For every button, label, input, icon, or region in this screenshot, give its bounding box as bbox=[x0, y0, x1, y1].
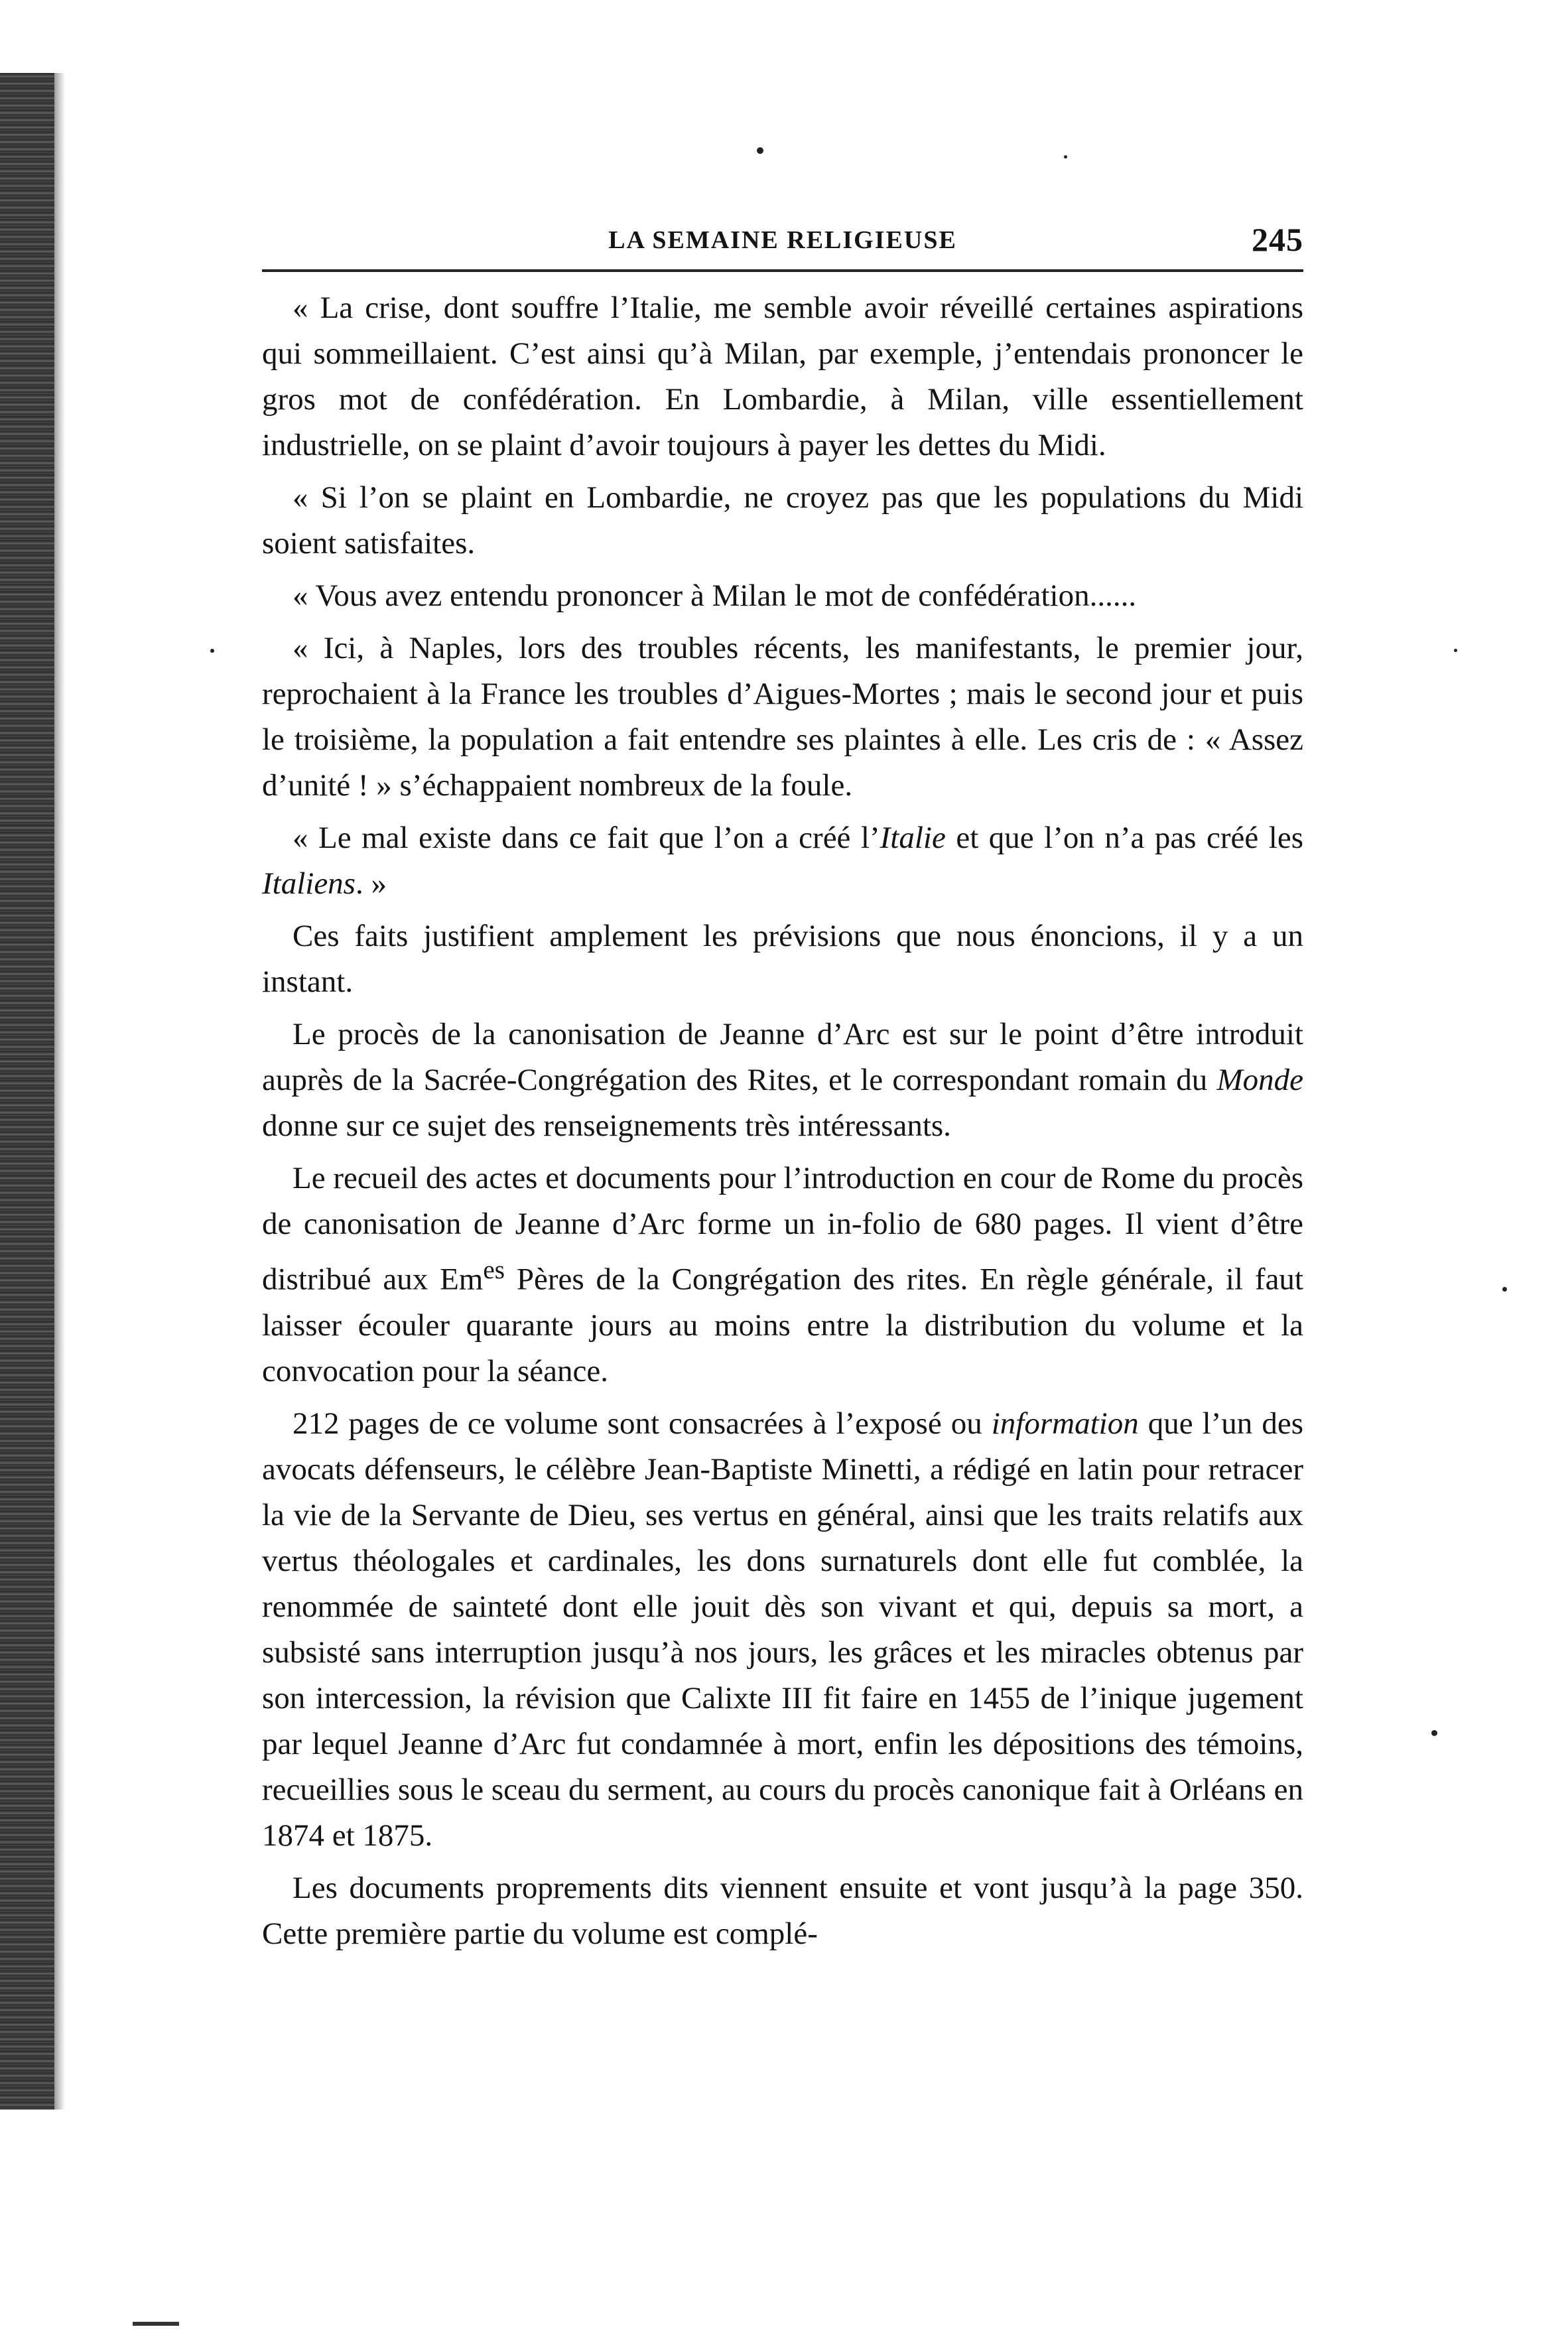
paragraph: Les documents proprements dits viennent ensuite et vont jusqu’à la page 350. Cette première partie du volume est complé- bbox=[262, 1870, 1303, 1951]
paragraph bbox=[262, 1401, 1303, 1859]
body-text bbox=[262, 285, 1303, 1957]
paragraph: Ces faits justifient amplement les prévisions que nous énoncions, il y a un instant. bbox=[262, 919, 1303, 999]
paragraph bbox=[262, 1156, 1303, 1394]
ink-speck bbox=[1064, 155, 1067, 159]
italic-run: Italie bbox=[880, 821, 946, 855]
text-run: Pères de la Congrégation des rites. En règle générale, il faut laisser écouler quarante jours au moins entre la distribution du volume et la convocation pour la séance. bbox=[262, 1262, 1303, 1388]
text-run: . » bbox=[355, 866, 387, 901]
page-bottom-mark bbox=[133, 2322, 179, 2326]
text-run: et que l’on n’a pas créé les bbox=[945, 821, 1303, 855]
italic-run: information bbox=[991, 1406, 1139, 1441]
paragraph: « Vous avez entendu prononcer à Milan le mot de confédération...... bbox=[293, 578, 1137, 613]
paragraph: « Ici, à Naples, lors des troubles récents, les manifestants, le premier jour, reprochaient à la France les troubles d’Aigues-Mortes ; mais le second jour et puis le troisième, la population a fait entendre ses plaintes à elle. Les cris de : « Assez d’unité ! » s’échappaient nombreux de la foule. bbox=[262, 631, 1303, 803]
text-run: Le recueil des actes et documents pour l’introduction en cour de Rome du procès de canonisation de Jeanne d’Arc forme un in-folio de 680 pages. Il vient d’être distribué aux Em bbox=[262, 1161, 1303, 1297]
page-number: 245 bbox=[1252, 221, 1303, 258]
running-title: LA SEMAINE RELIGIEUSE bbox=[608, 226, 957, 254]
text-run: que l’un des avocats défenseurs, le célèbre Jean-Baptiste Minetti, a rédigé en latin pour retracer la vie de la Servante de Dieu, ses vertus en général, ainsi que les traits relatifs aux vertus théologales et cardinales, les dons surnaturels dont elle fut comblée, la renommée de sainteté dont elle jouit dès son vivant et qui, depuis sa mort, a subsisté sans interruption jusqu’à nos jours, les grâces et les miracles obtenus par son intercession, la révision que Calixte III fit faire en 1455 de l’inique jugement par lequel Jeanne d’Arc fut condamnée à mort, enfin les dépositions des témoins, recueillies sous le sceau du serment, au cours du procès canonique fait à Orléans en 1874 et 1875. bbox=[262, 1406, 1304, 1853]
text-run: 212 pages de ce volume sont consacrées à l’exposé ou bbox=[293, 1406, 992, 1441]
text-run: Le procès de la canonisation de Jeanne d’Arc est sur le point d’être introduit auprès de la Sacrée-Congrégation des Rites, et le correspondant romain du bbox=[262, 1017, 1303, 1097]
text-run: « Le mal existe dans ce fait que l’on a créé l’ bbox=[293, 821, 880, 855]
paragraph: « La crise, dont souffre l’Italie, me semble avoir réveillé certaines aspirations qui sommeillaient. C’est ainsi qu’à Milan, par exemple, j’entendais prononcer le gros mot de confédération. En Lombardie, à Milan, ville essentiellement industrielle, on se plaint d’avoir toujours à payer les dettes du Midi. bbox=[262, 291, 1303, 462]
paragraph: « Si l’on se plaint en Lombardie, ne croyez pas que les populations du Midi soient satisfaites. bbox=[262, 480, 1303, 561]
running-head bbox=[262, 212, 1303, 265]
paragraph bbox=[262, 1012, 1303, 1149]
book-page bbox=[262, 212, 1303, 1964]
italic-run: Monde bbox=[1216, 1063, 1303, 1097]
paragraph bbox=[262, 815, 1303, 907]
header-rule bbox=[262, 269, 1303, 272]
superscript-run: es bbox=[483, 1256, 505, 1284]
ink-speck bbox=[757, 147, 763, 154]
text-run: donne sur ce sujet des renseignements très intéressants. bbox=[262, 1108, 951, 1143]
ink-speck bbox=[1431, 1730, 1437, 1736]
ink-speck bbox=[1502, 1287, 1507, 1292]
ink-speck bbox=[210, 649, 214, 653]
binding-edge-shadow bbox=[0, 73, 54, 2110]
ink-speck bbox=[1454, 649, 1457, 652]
italic-run: Italiens bbox=[262, 866, 356, 901]
